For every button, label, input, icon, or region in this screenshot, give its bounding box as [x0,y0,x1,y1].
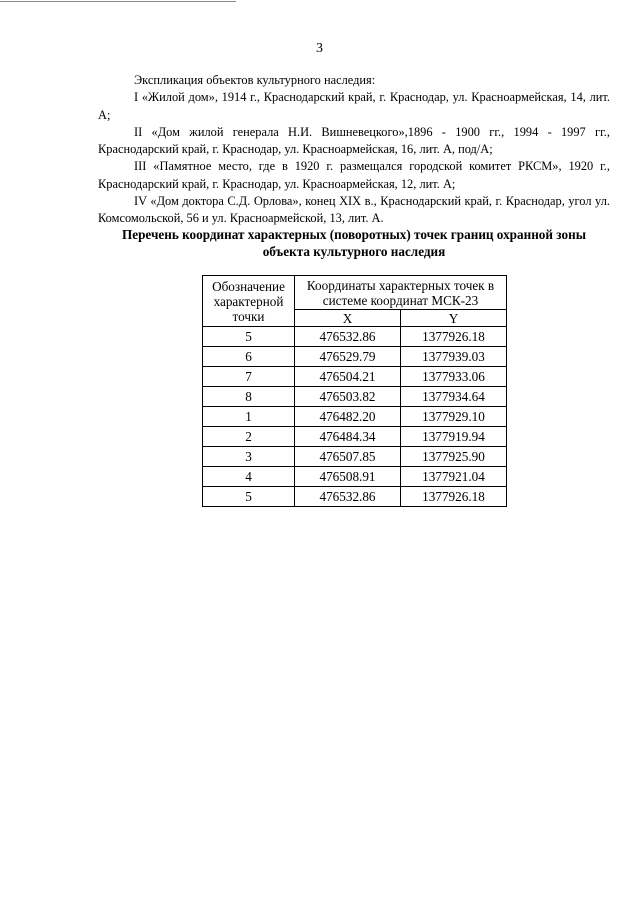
cell-y: 1377925.90 [401,447,507,467]
cell-y: 1377934.64 [401,387,507,407]
explication-item-1: I «Жилой дом», 1914 г., Краснодарский край, г. Краснодар, ул. Красноармейская, 14, лит. А; [98,90,610,122]
table-row [203,447,507,467]
cell-y: 1377939.03 [401,347,507,367]
cell-point: 6 [203,347,295,367]
cell-x: 476508.91 [295,467,401,487]
cell-x: 476529.79 [295,347,401,367]
header-y: Y [401,310,507,327]
cell-x: 476504.21 [295,367,401,387]
cell-y: 1377929.10 [401,407,507,427]
cell-x: 476482.20 [295,407,401,427]
explication-block [98,72,610,228]
cell-point: 8 [203,387,295,407]
cell-x: 476503.82 [295,387,401,407]
cell-point: 5 [203,487,295,507]
cell-x: 476484.34 [295,427,401,447]
cell-y: 1377933.06 [401,367,507,387]
header-coordinates: Координаты характерных точек в системе координат МСК-23 [295,276,507,310]
top-rule [0,1,236,2]
explication-item-4: IV «Дом доктора С.Д. Орлова», конец XIX в., Краснодарский край, г. Краснодар, угол ул. Комсомольской, 56 и ул. Красноармейской, 13, лит. А. [98,194,610,226]
table-row [203,327,507,347]
table-row [203,467,507,487]
cell-y: 1377926.18 [401,487,507,507]
table-row [203,487,507,507]
cell-point: 1 [203,407,295,427]
coordinates-list-title: Перечень координат характерных (поворотных) точек границ охранной зоны объекта культурного наследия [121,227,586,259]
cell-y: 1377926.18 [401,327,507,347]
header-point-label: Обозначение характерной точки [203,276,295,327]
cell-point: 7 [203,367,295,387]
table-row [203,387,507,407]
table-row [203,407,507,427]
table-row [203,427,507,447]
cell-x: 476532.86 [295,487,401,507]
cell-x: 476507.85 [295,447,401,467]
cell-point: 2 [203,427,295,447]
page-number: 3 [316,41,323,56]
cell-point: 4 [203,467,295,487]
cell-y: 1377921.04 [401,467,507,487]
cell-point: 3 [203,447,295,467]
explication-heading: Экспликация объектов культурного наследия: [134,73,376,87]
cell-point: 5 [203,327,295,347]
table-row [203,347,507,367]
cell-x: 476532.86 [295,327,401,347]
explication-item-2: II «Дом жилой генерала Н.И. Вишневецкого»,1896 - 1900 гг., 1994 - 1997 гг., Краснодарский край, г. Краснодар, ул. Красноармейская, 16, лит. А, под/А; [98,124,610,157]
cell-y: 1377919.94 [401,427,507,447]
explication-item-3: III «Памятное место, где в 1920 г. размещался городской комитет РКСМ», 1920 г., Краснодарский край, г. Краснодар, ул. Красноармейская, 12, лит. А; [98,159,610,191]
table-row [203,367,507,387]
header-x: X [295,310,401,327]
coordinates-table [202,275,507,507]
